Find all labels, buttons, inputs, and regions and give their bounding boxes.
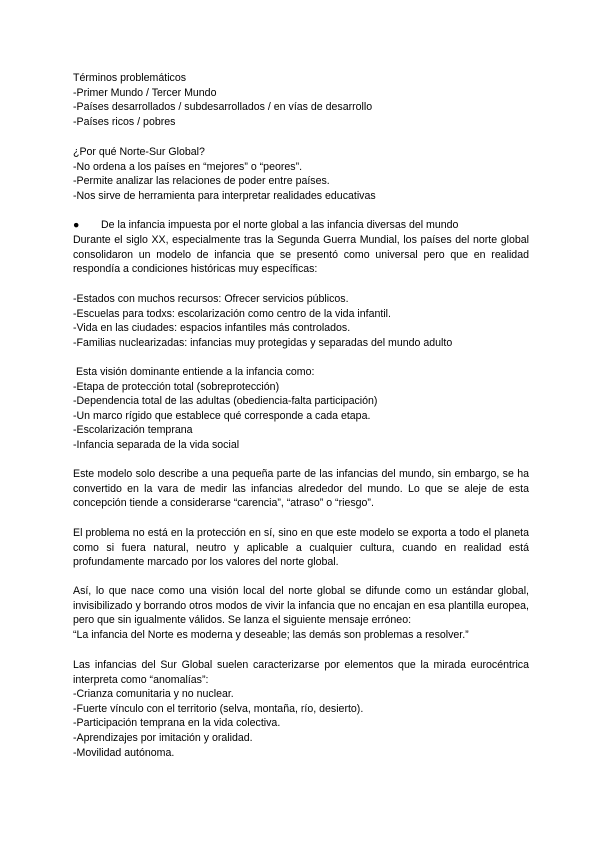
list-item: -Aprendizajes por imitación y oralidad. (73, 731, 253, 744)
list-item: -No ordena a los países en “mejores” o “peores”. (73, 160, 303, 173)
list-item: -Etapa de protección total (sobreprotección) (73, 380, 280, 393)
paragraph-text: Durante el siglo XX, especialmente tras la Segunda Guerra Mundial, los países del norte global consolidaron un modelo de infancia que se presentó como universal pero que en realidad respondía a condiciones históricas muy específicas: (73, 234, 529, 276)
list-item: -Familias nuclearizadas: infancias muy protegidas y separadas del mundo adulto (73, 336, 453, 349)
list-item: -Un marco rígido que establece qué corresponde a cada etapa. (73, 409, 371, 422)
list-item: -Crianza comunitaria y no nuclear. (73, 688, 234, 701)
list-item: -Infancia separada de la vida social (73, 438, 240, 451)
conditions-list (73, 292, 529, 350)
list-item: -Vida en las ciudades: espacios infantiles más controlados. (73, 322, 351, 335)
list-intro: Esta visión dominante entiende a la infancia como: (73, 366, 315, 378)
list-item: -Participación temprana en la vida colectiva. (73, 717, 281, 730)
list-item: -Movilidad autónoma. (73, 746, 175, 759)
list-item: -Fuerte vínculo con el territorio (selva, montaña, río, desierto). (73, 702, 364, 715)
global-standard-paragraph (73, 584, 529, 642)
list-item: -Países ricos / pobres (73, 115, 176, 128)
problem-paragraph (73, 526, 529, 570)
list-item: -Dependencia total de las adultas (obediencia-falta participación) (73, 395, 378, 408)
list-item: -Países desarrollados / subdesarrollados / en vías de desarrollo (73, 101, 373, 114)
paragraph-text: Las infancias del Sur Global suelen caracterizarse por elementos que la mirada eurocéntrica interpreta como “anomalías”: (73, 659, 529, 686)
list-item: -Nos sirve de herramienta para interpretar realidades educativas (73, 189, 376, 202)
paragraph-text: El problema no está en la protección en sí, sino en que este modelo se exporta a todo el planeta como si fuera natural, neutro y aplicable a cualquier cultura, cuando en realidad está profundamente marcado por los valores del norte global. (73, 527, 529, 569)
problematic-terms-list (73, 71, 529, 129)
bullet-icon: ● (73, 219, 80, 231)
paragraph-text: Así, lo que nace como una visión local del norte global se difunde como un estándar global, invisibilizado y borrando otros modos de vivir la infancia que no encajan en esa plantilla europea, pero que sin igualmente válidos. Se lanza el siguiente mensaje erróneo: (73, 585, 529, 627)
paragraph-text: Este modelo solo describe a una pequeña parte de las infancias del mundo, sin embargo, se ha convertido en la vara de medir las infancias alrededor del mundo. Lo que se aleje de esta concepción tiende a considerarse “carencia”, “atraso” o “riesgo”. (73, 468, 529, 510)
list-item: -Estados con muchos recursos: Ofrecer servicios públicos. (73, 293, 349, 305)
north-south-reasons-list (73, 145, 529, 203)
section-title: Términos problemáticos (73, 72, 187, 84)
section-title: ¿Por qué Norte-Sur Global? (73, 146, 205, 158)
list-item: -Escolarización temprana (73, 424, 193, 437)
heading-text: De la infancia impuesta por el norte global a las infancia diversas del mundo (101, 219, 459, 231)
bullet-heading (73, 218, 529, 233)
global-south-section (73, 658, 529, 760)
quote-text: “La infancia del Norte es moderna y deseable; las demás son problemas a resolver.” (73, 628, 469, 641)
list-item: -Escuelas para todxs: escolarización como centro de la vida infantil. (73, 307, 391, 320)
list-item: -Permite analizar las relaciones de poder entre países. (73, 175, 330, 188)
intro-paragraph (73, 233, 529, 277)
dominant-vision-list (73, 365, 529, 453)
list-item: -Primer Mundo / Tercer Mundo (73, 86, 217, 99)
model-paragraph (73, 467, 529, 511)
